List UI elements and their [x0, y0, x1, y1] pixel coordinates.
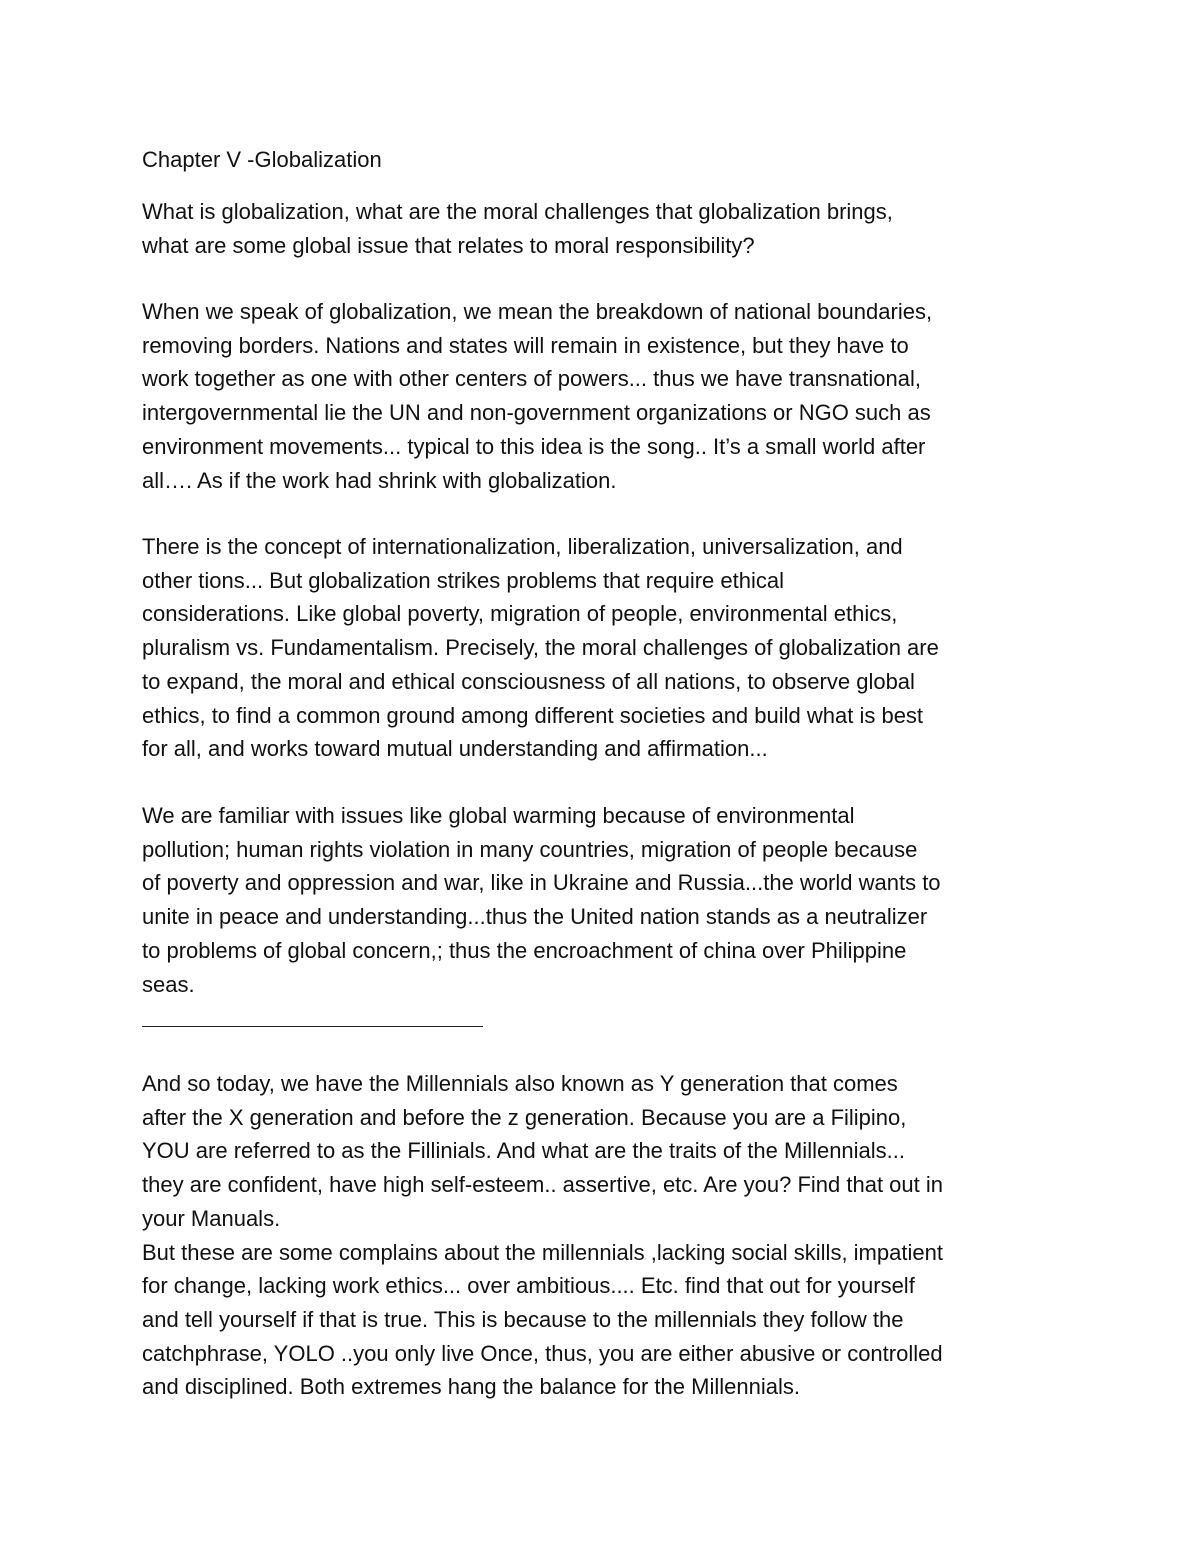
text-line: We are familiar with issues like global warming because of environmental: [142, 803, 855, 828]
text-line: What is globalization, what are the moral challenges that globalization brings,: [142, 199, 893, 224]
text-line: pollution; human rights violation in many countries, migration of people because: [142, 836, 918, 862]
text-line: intergovernmental lie the UN and non-government organizations or NGO such as: [142, 400, 931, 426]
paragraph-global-issues: [142, 799, 1082, 1001]
chapter-title-text: Chapter V -Globalization: [142, 147, 382, 172]
text-line: all…. As if the work had shrink with globalization.: [142, 467, 617, 493]
text-line: removing borders. Nations and states will remain in existence, but they have to: [142, 332, 909, 358]
text-line: And so today, we have the Millennials also known as Y generation that comes: [142, 1071, 898, 1096]
text-line: after the X generation and before the z generation. Because you are a Filipino,: [142, 1104, 907, 1130]
text-line: they are confident, have high self-esteem.. assertive, etc. Are you? Find that out in: [142, 1172, 944, 1198]
text-line: YOU are referred to as the Fillinials. And what are the traits of the Millennials...: [142, 1138, 906, 1164]
text-line: to expand, the moral and ethical consciousness of all nations, to observe global: [142, 668, 915, 694]
text-line: seas.: [142, 971, 195, 997]
text-line: work together as one with other centers of powers... thus we have transnational,: [142, 366, 921, 392]
text-line: considerations. Like global poverty, migration of people, environmental ethics,: [142, 601, 898, 627]
text-line: catchphrase, YOLO ..you only live Once, thus, you are either abusive or controlled: [142, 1340, 943, 1366]
text-line: ethics, to find a common ground among different societies and build what is best: [142, 702, 924, 728]
questions-paragraph: [142, 195, 1082, 262]
text-line: what are some global issue that relates to moral responsibility?: [142, 232, 755, 258]
text-line: of poverty and oppression and war, like in Ukraine and Russia...the world wants to: [142, 870, 941, 896]
text-line: and tell yourself if that is true. This is because to the millennials they follow the: [142, 1306, 904, 1332]
text-line: other tions... But globalization strikes problems that require ethical: [142, 567, 784, 593]
text-line: for change, lacking work ethics... over ambitious.... Etc. find that out for yourself: [142, 1273, 915, 1299]
text-line: your Manuals.: [142, 1205, 281, 1231]
paragraph-millennials: [142, 1067, 1082, 1404]
text-line: for all, and works toward mutual understanding and affirmation...: [142, 736, 768, 762]
paragraph-moral-challenges: [142, 530, 1082, 766]
chapter-title: [142, 143, 1082, 177]
paragraph-globalization-definition: [142, 295, 1082, 497]
section-divider: [142, 1026, 483, 1027]
text-line: pluralism vs. Fundamentalism. Precisely, the moral challenges of globalization are: [142, 635, 939, 661]
text-line: When we speak of globalization, we mean the breakdown of national boundaries,: [142, 299, 933, 324]
text-line: and disciplined. Both extremes hang the balance for the Millennials.: [142, 1374, 800, 1400]
text-line: to problems of global concern,; thus the encroachment of china over Philippine: [142, 937, 907, 963]
text-line: unite in peace and understanding...thus the United nation stands as a neutralizer: [142, 904, 928, 930]
text-line: There is the concept of internationalization, liberalization, universalization, and: [142, 534, 903, 559]
text-line: But these are some complains about the millennials ,lacking social skills, impatient: [142, 1239, 943, 1265]
text-line: environment movements... typical to this idea is the song.. It’s a small world after: [142, 433, 926, 459]
